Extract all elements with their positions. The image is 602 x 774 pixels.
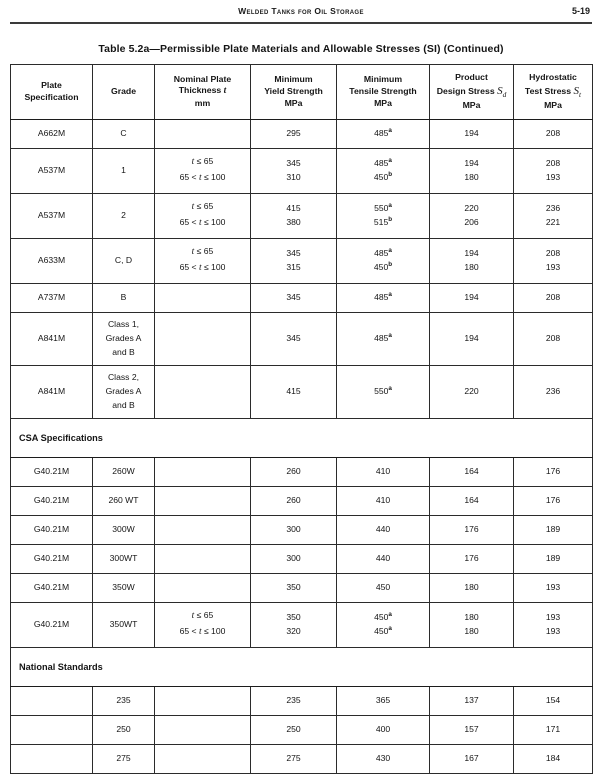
column-header-thickness: Nominal Plate Thickness t mm bbox=[155, 65, 251, 120]
section-header-label: CSA Specifications bbox=[11, 418, 593, 457]
yield-value: 320 bbox=[286, 625, 301, 636]
footnote-marker: a bbox=[388, 624, 392, 632]
cell-grade: 260W bbox=[93, 457, 155, 486]
thickness-condition: t ≤ 65 bbox=[191, 156, 214, 168]
grade-line: Grades A bbox=[105, 332, 142, 343]
design-stress-value: 180 bbox=[464, 171, 479, 182]
grade-line: and B bbox=[112, 346, 135, 357]
cell-plate-specification bbox=[11, 686, 93, 715]
footnote-marker: a bbox=[388, 246, 392, 254]
cell-tensile-strength bbox=[337, 283, 430, 312]
tensile-value: 440 bbox=[375, 523, 391, 534]
cell-grade: B bbox=[93, 283, 155, 312]
cell-hydrostatic-test-stress: 208 bbox=[514, 312, 593, 365]
cell-tensile-strength bbox=[337, 119, 430, 148]
cell-grade: 350W bbox=[93, 573, 155, 602]
design-stress-value: 220 bbox=[464, 202, 479, 213]
thickness-variable-symbol: t bbox=[223, 86, 227, 97]
thickness-condition: 65 < t ≤ 100 bbox=[179, 625, 226, 637]
cell-hydrostatic-test-stress: 176 bbox=[514, 486, 593, 515]
cell-hydrostatic-test-stress: 236 bbox=[514, 365, 593, 418]
table-header-row bbox=[11, 65, 593, 120]
cell-product-design-stress: 167 bbox=[430, 744, 514, 773]
cell-plate-specification bbox=[11, 744, 93, 773]
footnote-marker: b bbox=[388, 260, 393, 268]
footnote-marker: a bbox=[388, 201, 392, 209]
tensile-value: 550$^a$ bbox=[374, 384, 392, 396]
cell-plate-specification: G40.21M bbox=[11, 544, 93, 573]
cell-nominal-thickness bbox=[155, 119, 251, 148]
cell-grade: 235 bbox=[93, 686, 155, 715]
cell-plate-specification: A633M bbox=[11, 238, 93, 283]
cell-product-design-stress: 164 bbox=[430, 457, 514, 486]
cell-grade bbox=[93, 365, 155, 418]
column-header-design: Product Design Stress $S_d$ MPa bbox=[430, 65, 514, 120]
footnote-marker: a bbox=[388, 156, 392, 164]
design-stress-value: 206 bbox=[464, 216, 479, 227]
thickness-condition: t ≤ 65 bbox=[191, 610, 214, 622]
section-header-row bbox=[11, 418, 593, 457]
footnote-marker: a bbox=[388, 610, 392, 618]
footnote-marker: b bbox=[388, 170, 393, 178]
cell-nominal-thickness bbox=[155, 238, 251, 283]
running-head-title: Welded Tanks for Oil Storage bbox=[238, 6, 364, 16]
cell-plate-specification: A662M bbox=[11, 119, 93, 148]
cell-yield-strength bbox=[251, 238, 337, 283]
cell-yield-strength: 345 bbox=[251, 312, 337, 365]
cell-tensile-strength bbox=[337, 193, 430, 238]
cell-yield-strength: 295 bbox=[251, 119, 337, 148]
grade-line: Class 1, bbox=[107, 318, 140, 329]
header-rule bbox=[10, 22, 592, 24]
cell-tensile-strength bbox=[337, 686, 430, 715]
tensile-value: 450$^b$ bbox=[373, 260, 393, 272]
materials-table bbox=[10, 64, 593, 774]
hydro-stress-value: 193 bbox=[545, 171, 561, 182]
tensile-value: 485$^a$ bbox=[374, 126, 392, 138]
cell-plate-specification: G40.21M bbox=[11, 486, 93, 515]
cell-nominal-thickness bbox=[155, 715, 251, 744]
cell-nominal-thickness bbox=[155, 457, 251, 486]
footnote-marker: a bbox=[388, 126, 392, 134]
cell-hydrostatic-test-stress: 189 bbox=[514, 544, 593, 573]
page-number: 5-19 bbox=[571, 6, 590, 16]
hydro-stress-value: 236 bbox=[545, 202, 561, 213]
cell-grade: 350WT bbox=[93, 602, 155, 647]
cell-grade: 2 bbox=[93, 193, 155, 238]
tensile-value: 485$^a$ bbox=[374, 290, 392, 302]
column-header-yield: Minimum Yield Strength MPa bbox=[251, 65, 337, 120]
cell-tensile-strength bbox=[337, 515, 430, 544]
cell-plate-specification: G40.21M bbox=[11, 573, 93, 602]
cell-grade: 300W bbox=[93, 515, 155, 544]
cell-yield-strength: 300 bbox=[251, 515, 337, 544]
table-row bbox=[11, 715, 593, 744]
table-row bbox=[11, 312, 593, 365]
table-row bbox=[11, 457, 593, 486]
footnote-marker: a bbox=[388, 384, 392, 392]
tensile-value: 485$^a$ bbox=[374, 156, 392, 168]
table-row bbox=[11, 238, 593, 283]
cell-plate-specification: A841M bbox=[11, 312, 93, 365]
cell-tensile-strength bbox=[337, 312, 430, 365]
design-stress-value: 180 bbox=[464, 261, 479, 272]
cell-tensile-strength bbox=[337, 457, 430, 486]
cell-hydrostatic-test-stress: 208 bbox=[514, 283, 593, 312]
footnote-marker: a bbox=[388, 331, 392, 339]
cell-yield-strength: 260 bbox=[251, 486, 337, 515]
table-row bbox=[11, 744, 593, 773]
yield-value: 350 bbox=[286, 611, 301, 622]
table-row bbox=[11, 365, 593, 418]
cell-grade: 1 bbox=[93, 148, 155, 193]
tensile-value: 485$^a$ bbox=[374, 246, 392, 258]
tensile-value: 450$^a$ bbox=[374, 610, 392, 622]
cell-product-design-stress: 176 bbox=[430, 544, 514, 573]
cell-product-design-stress bbox=[430, 602, 514, 647]
cell-tensile-strength bbox=[337, 486, 430, 515]
design-stress-value: 180 bbox=[464, 625, 479, 636]
cell-nominal-thickness bbox=[155, 365, 251, 418]
cell-nominal-thickness bbox=[155, 148, 251, 193]
tensile-value: 365 bbox=[375, 694, 391, 705]
yield-value: 380 bbox=[286, 216, 301, 227]
cell-grade: 250 bbox=[93, 715, 155, 744]
cell-plate-specification: A841M bbox=[11, 365, 93, 418]
cell-tensile-strength bbox=[337, 238, 430, 283]
cell-grade: 300WT bbox=[93, 544, 155, 573]
cell-yield-strength: 260 bbox=[251, 457, 337, 486]
cell-product-design-stress: 157 bbox=[430, 715, 514, 744]
cell-plate-specification bbox=[11, 715, 93, 744]
cell-hydrostatic-test-stress: 208 bbox=[514, 119, 593, 148]
cell-product-design-stress: 220 bbox=[430, 365, 514, 418]
table-header bbox=[11, 65, 593, 120]
cell-tensile-strength bbox=[337, 544, 430, 573]
cell-product-design-stress: 176 bbox=[430, 515, 514, 544]
design-stress-symbol: $S_d$ bbox=[497, 84, 507, 99]
cell-tensile-strength bbox=[337, 365, 430, 418]
grade-line: Class 2, bbox=[107, 371, 140, 382]
cell-hydrostatic-test-stress: 193 bbox=[514, 573, 593, 602]
tensile-value: 550$^a$ bbox=[374, 201, 392, 213]
table-container bbox=[0, 64, 602, 774]
cell-product-design-stress bbox=[430, 148, 514, 193]
cell-product-design-stress: 137 bbox=[430, 686, 514, 715]
cell-nominal-thickness bbox=[155, 686, 251, 715]
cell-plate-specification: G40.21M bbox=[11, 602, 93, 647]
cell-nominal-thickness bbox=[155, 312, 251, 365]
cell-product-design-stress bbox=[430, 193, 514, 238]
cell-yield-strength bbox=[251, 193, 337, 238]
cell-tensile-strength bbox=[337, 602, 430, 647]
cell-plate-specification: A737M bbox=[11, 283, 93, 312]
hydro-stress-symbol: $S_t$ bbox=[573, 84, 582, 99]
footnote-marker: a bbox=[388, 290, 392, 298]
column-header-tensile: Minimum Tensile Strength MPa bbox=[337, 65, 430, 120]
cell-product-design-stress: 164 bbox=[430, 486, 514, 515]
table-row bbox=[11, 515, 593, 544]
cell-hydrostatic-test-stress: 171 bbox=[514, 715, 593, 744]
thickness-condition: 65 < t ≤ 100 bbox=[179, 171, 226, 183]
thickness-condition: 65 < t ≤ 100 bbox=[179, 261, 226, 273]
tensile-value: 410 bbox=[375, 465, 391, 476]
cell-grade bbox=[93, 312, 155, 365]
design-stress-value: 180 bbox=[464, 611, 479, 622]
cell-yield-strength: 350 bbox=[251, 573, 337, 602]
section-header-row bbox=[11, 647, 593, 686]
tensile-value: 450 bbox=[375, 581, 391, 592]
table-row bbox=[11, 283, 593, 312]
yield-value: 345 bbox=[286, 247, 301, 258]
column-header-spec: Plate Specification bbox=[11, 65, 93, 120]
cell-product-design-stress: 194 bbox=[430, 119, 514, 148]
cell-grade: C bbox=[93, 119, 155, 148]
cell-plate-specification: G40.21M bbox=[11, 457, 93, 486]
cell-nominal-thickness bbox=[155, 283, 251, 312]
table-row bbox=[11, 686, 593, 715]
cell-yield-strength: 275 bbox=[251, 744, 337, 773]
section-header-label: National Standards bbox=[11, 647, 593, 686]
cell-hydrostatic-test-stress bbox=[514, 148, 593, 193]
thickness-condition: t ≤ 65 bbox=[191, 246, 214, 258]
tensile-value: 515$^b$ bbox=[373, 215, 393, 227]
cell-plate-specification: G40.21M bbox=[11, 515, 93, 544]
hydro-stress-value: 193 bbox=[545, 611, 561, 622]
running-head bbox=[0, 0, 602, 30]
tensile-value: 450$^b$ bbox=[373, 170, 393, 182]
cell-grade: 275 bbox=[93, 744, 155, 773]
hydro-stress-value: 208 bbox=[545, 157, 561, 168]
cell-hydrostatic-test-stress bbox=[514, 602, 593, 647]
cell-nominal-thickness bbox=[155, 515, 251, 544]
thickness-condition: 65 < t ≤ 100 bbox=[179, 216, 226, 228]
cell-tensile-strength bbox=[337, 573, 430, 602]
cell-product-design-stress: 194 bbox=[430, 312, 514, 365]
cell-hydrostatic-test-stress: 184 bbox=[514, 744, 593, 773]
yield-value: 415 bbox=[286, 202, 301, 213]
cell-yield-strength: 345 bbox=[251, 283, 337, 312]
cell-tensile-strength bbox=[337, 715, 430, 744]
cell-nominal-thickness bbox=[155, 744, 251, 773]
cell-product-design-stress: 194 bbox=[430, 283, 514, 312]
hydro-stress-value: 221 bbox=[545, 216, 561, 227]
table-row bbox=[11, 573, 593, 602]
thickness-condition: t ≤ 65 bbox=[191, 201, 214, 213]
hydro-stress-value: 208 bbox=[545, 247, 561, 258]
cell-product-design-stress: 180 bbox=[430, 573, 514, 602]
hydro-stress-value: 193 bbox=[545, 261, 561, 272]
table-row bbox=[11, 486, 593, 515]
footnote-marker: b bbox=[388, 215, 393, 223]
tensile-value: 450$^a$ bbox=[374, 624, 392, 636]
cell-product-design-stress bbox=[430, 238, 514, 283]
cell-grade: 260 WT bbox=[93, 486, 155, 515]
cell-hydrostatic-test-stress bbox=[514, 193, 593, 238]
cell-yield-strength: 235 bbox=[251, 686, 337, 715]
yield-value: 345 bbox=[286, 157, 301, 168]
table-caption: Table 5.2a—Permissible Plate Materials and Allowable Stresses (SI) (Continued) bbox=[98, 43, 504, 55]
yield-value: 315 bbox=[286, 261, 301, 272]
cell-nominal-thickness bbox=[155, 544, 251, 573]
table-row bbox=[11, 602, 593, 647]
tensile-value: 485$^a$ bbox=[374, 331, 392, 343]
cell-yield-strength bbox=[251, 602, 337, 647]
column-header-hydro: Hydrostatic Test Stress $S_t$ MPa bbox=[514, 65, 593, 120]
design-stress-value: 194 bbox=[464, 157, 479, 168]
cell-hydrostatic-test-stress bbox=[514, 238, 593, 283]
hydro-stress-value: 193 bbox=[545, 625, 561, 636]
grade-line: Grades A bbox=[105, 385, 142, 396]
column-header-grade: Grade bbox=[93, 65, 155, 120]
cell-nominal-thickness bbox=[155, 193, 251, 238]
design-stress-value: 194 bbox=[464, 247, 479, 258]
cell-nominal-thickness bbox=[155, 602, 251, 647]
cell-plate-specification: A537M bbox=[11, 193, 93, 238]
tensile-value: 430 bbox=[375, 752, 391, 763]
cell-tensile-strength bbox=[337, 744, 430, 773]
cell-plate-specification: A537M bbox=[11, 148, 93, 193]
table-row bbox=[11, 193, 593, 238]
cell-yield-strength: 415 bbox=[251, 365, 337, 418]
cell-grade: C, D bbox=[93, 238, 155, 283]
grade-line: and B bbox=[112, 399, 135, 410]
tensile-value: 410 bbox=[375, 494, 391, 505]
yield-value: 310 bbox=[286, 171, 301, 182]
cell-yield-strength: 300 bbox=[251, 544, 337, 573]
table-row bbox=[11, 544, 593, 573]
tensile-value: 400 bbox=[375, 723, 391, 734]
table-row bbox=[11, 148, 593, 193]
cell-hydrostatic-test-stress: 176 bbox=[514, 457, 593, 486]
cell-nominal-thickness bbox=[155, 486, 251, 515]
tensile-value: 440 bbox=[375, 552, 391, 563]
cell-tensile-strength bbox=[337, 148, 430, 193]
cell-hydrostatic-test-stress: 189 bbox=[514, 515, 593, 544]
table-body bbox=[11, 119, 593, 773]
table-row bbox=[11, 119, 593, 148]
cell-yield-strength: 250 bbox=[251, 715, 337, 744]
cell-yield-strength bbox=[251, 148, 337, 193]
cell-hydrostatic-test-stress: 154 bbox=[514, 686, 593, 715]
cell-nominal-thickness bbox=[155, 573, 251, 602]
